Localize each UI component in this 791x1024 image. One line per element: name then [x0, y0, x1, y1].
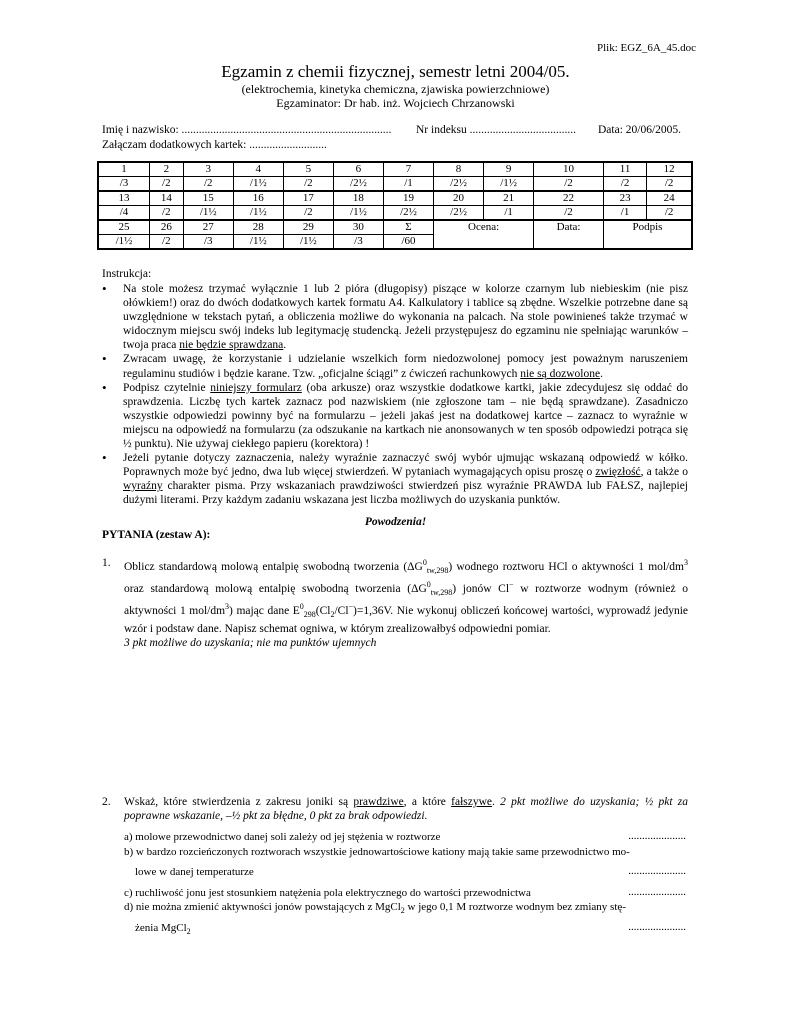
question-number-cell: 28 — [233, 220, 283, 235]
points-cell[interactable]: /3 — [98, 177, 149, 192]
examiner-line: Egzaminator: Dr hab. inż. Wojciech Chrzanowski — [276, 96, 515, 110]
question-number-cell: 1 — [98, 162, 149, 177]
points-cell[interactable]: /2 — [183, 177, 233, 192]
question-number-cell: 19 — [383, 191, 433, 206]
points-cell[interactable]: /2 — [534, 177, 604, 192]
question-number-cell: 17 — [283, 191, 333, 206]
question-number-cell: 3 — [183, 162, 233, 177]
points-cell[interactable]: /2 — [534, 206, 604, 221]
question-number-cell: 20 — [434, 191, 484, 206]
question-number-cell: 27 — [183, 220, 233, 235]
points-cell[interactable]: /2 — [149, 177, 183, 192]
grade-table — [97, 161, 693, 250]
question-number-cell: 15 — [183, 191, 233, 206]
question-number-cell: 13 — [98, 191, 149, 206]
grade-date-cell[interactable]: Data: — [534, 220, 604, 249]
points-cell[interactable]: /2 — [149, 235, 183, 250]
answer-b-field[interactable]: ..................... — [628, 865, 686, 877]
answer-c-field[interactable]: ..................... — [628, 886, 686, 898]
question-1-number: 1. — [102, 557, 111, 569]
points-cell[interactable]: /2½ — [434, 206, 484, 221]
points-cell[interactable]: /2 — [283, 206, 333, 221]
question-2-text: Wskaż, które stwierdzenia z zakresu joniki są prawdziwe, a które fałszywe. 2 pkt możliwe do uzyskania; ½ pkt za poprawne wskazanie, –½ pkt za błędne, 0 pkt za brak odpowiedzi. — [124, 796, 689, 822]
points-cell[interactable]: /2 — [149, 206, 183, 221]
points-cell[interactable]: /2½ — [333, 177, 383, 192]
statement-b-cont: lowe w danej temperaturze — [135, 866, 254, 878]
name-field[interactable]: Imię i nazwisko: ......................................................................... — [102, 124, 392, 136]
points-cell[interactable]: /1½ — [233, 206, 283, 221]
points-cell[interactable]: /2 — [647, 206, 692, 221]
question-number-cell: 22 — [534, 191, 604, 206]
sum-symbol-cell: Σ — [383, 220, 433, 235]
points-cell[interactable]: /1½ — [233, 235, 283, 250]
index-field[interactable]: Nr indeksu ..................................... — [416, 124, 577, 136]
points-cell[interactable]: /2 — [283, 177, 333, 192]
points-cell[interactable]: /1 — [383, 177, 433, 192]
instruction-item: • Zwracam uwagę, że korzystanie i udzielanie wszelkich form niedozwolonej pomocy jest poważnym naruszeniem regulaminu studiów i będzie karane. Tzw. „oficjalne ściągi” z ćwiczeń rachunkowych nie są dozwolone. — [102, 352, 688, 380]
instructions-heading: Instrukcja: — [102, 268, 152, 280]
question-number-cell: 11 — [603, 162, 646, 177]
instruction-item: • Jeżeli pytanie dotyczy zaznaczenia, należy wyraźnie zaznaczyć swój wybór ujmując wskazaną odpowiedź w kółko. Poprawnych może być jedno, dwa lub więcej stwierdzeń. W pytaniach wymagających opisu proszę o zwięzłość, a także o wyraźny charakter pisma. Przy wskazaniach prawdziwości stwierdzeń pisz wyraźnie PRAWDA lub FAŁSZ, najlepiej dużymi literami. Przy każdym zadaniu wskazana jest liczba możliwych do uzyskania punktów. — [102, 451, 688, 507]
answer-d-field[interactable]: ..................... — [628, 921, 686, 933]
question-number-cell: 18 — [333, 191, 383, 206]
question-number-cell: 6 — [333, 162, 383, 177]
questions-heading: PYTANIA (zestaw A): — [102, 529, 211, 541]
question-1-text: Oblicz standardową molową entalpię swobodną tworzenia $(\Delta G^0_{tw,298})$ wodnego roztworu HCl o aktywności 1 mol/$dm^3$ oraz standardową molową entalpię swobodną tworzenia $(\Delta G^0_{tw,298})$ jonów Cl− w roztworze wodnym (również o aktywności 1 mol/$dm^3$) mając dane $E^0_{298}(Cl_2/Cl^-)=1,36V$. Nie wykonuj obliczeń końcowej wartości, wyprowadź jedynie wzór i podstaw dane. Napisz schemat ogniwa, w którym zrealizowałbyś odpowiedni pomiar. 3 pkt możliwe do uzyskania; nie ma punktów ujemnych — [124, 558, 688, 650]
points-cell[interactable]: /2 — [603, 177, 646, 192]
statement-b: b) w bardzo rozcieńczonych roztworach wszystkie jednowartościowe kationy mają takie same przewodnictwo mo- — [124, 846, 630, 858]
points-cell[interactable]: /2½ — [383, 206, 433, 221]
points-cell[interactable]: /1 — [603, 206, 646, 221]
points-cell[interactable]: /1½ — [233, 177, 283, 192]
points-cell[interactable]: /2 — [647, 177, 692, 192]
grade-row-nums-2 — [98, 191, 692, 206]
grade-row-nums-1 — [98, 162, 692, 177]
question-number-cell: 2 — [149, 162, 183, 177]
question-number-cell: 23 — [603, 191, 646, 206]
total-points-cell[interactable]: /60 — [383, 235, 433, 250]
instruction-item: • Podpisz czytelnie niniejszy formularz (oba arkusze) oraz wszystkie dodatkowe kartki, jakie zdecydujesz się oddać do sprawdzenia. Liczbę tych kartek zaznacz pod nazwiskiem (nie zgłoszone tam – nie będą sprawdzane). Zasadniczo wszystkie odpowiedzi powinny być na formularzu – jeżeli jakaś jest na dodatkowej kartce – zaznacz to wyraźnie w miejscu na odpowiedź na formularzu (za odszukanie na kartkach nie anonsowanych w ten sposób odpowiedzi potrąca się ½ punktu). Nie używaj ciekłego papieru (korektora) ! — [102, 381, 688, 451]
question-2-number: 2. — [102, 796, 111, 808]
question-number-cell: 8 — [434, 162, 484, 177]
question-number-cell: 21 — [484, 191, 534, 206]
statement-c: c) ruchliwość jonu jest stosunkiem natężenia pola elektrycznego do wartości przewodnictwa — [124, 887, 531, 899]
answer-a-field[interactable]: ..................... — [628, 830, 686, 842]
points-cell[interactable]: /1½ — [183, 206, 233, 221]
grade-row-nums-3 — [98, 220, 692, 235]
question-number-cell: 7 — [383, 162, 433, 177]
exam-subtitle: (elektrochemia, kinetyka chemiczna, zjawiska powierzchniowe) — [241, 82, 550, 96]
grade-row-points-1 — [98, 177, 692, 192]
instruction-item: • Na stole możesz trzymać wyłącznie 1 lub 2 pióra (długopisy) piszące w kolorze czarnym lub niebieskim (nie pisz ołówkiem!) oraz do dwóch dodatkowych kartek formatu A4. Kalkulatory i tablice są zbędne. Wszelkie potrzebne dane są uwzględnione w tekstach pytań, a obliczenia możliwe do wykonania na palcach. Na stole powinieneś także trzymać w widocznym miejscu swój indeks lub legitymację studencką. Jeżeli przystępujesz do egzaminu nie spełniając warunków – twoja praca nie będzie sprawdzana. — [102, 282, 688, 352]
question-number-cell: 16 — [233, 191, 283, 206]
question-number-cell: 4 — [233, 162, 283, 177]
question-number-cell: 5 — [283, 162, 333, 177]
question-1-answer-area[interactable] — [124, 632, 688, 782]
statement-a: a) molowe przewodnictwo danej soli zależy od jej stężenia w roztworze — [124, 831, 441, 843]
statement-d: d) nie można zmienić aktywności jonów powstających z MgCl$_2$ w jego 0,1 M roztworze wodnym bez zmiany stę- — [124, 901, 626, 916]
instructions-list — [102, 282, 688, 508]
points-cell[interactable]: /1½ — [484, 177, 534, 192]
grade-cell[interactable]: Ocena: — [434, 220, 534, 249]
statement-d-cont: żenia MgCl$_2$ — [135, 922, 191, 937]
question-number-cell: 10 — [534, 162, 604, 177]
question-number-cell: 30 — [333, 220, 383, 235]
question-number-cell: 9 — [484, 162, 534, 177]
file-name-label: Plik: EGZ_6A_45.doc — [597, 42, 696, 54]
points-cell[interactable]: /1 — [484, 206, 534, 221]
signature-cell[interactable]: Podpis — [603, 220, 692, 249]
extra-sheets-field[interactable]: Załączam dodatkowych kartek: ........................... — [102, 139, 327, 151]
date-field: Data: 20/06/2005. — [598, 124, 682, 136]
points-cell[interactable]: /2½ — [434, 177, 484, 192]
question-number-cell: 29 — [283, 220, 333, 235]
points-cell[interactable]: /1½ — [333, 206, 383, 221]
question-1-points: 3 pkt możliwe do uzyskania; nie ma punktów ujemnych — [124, 637, 377, 650]
points-cell[interactable]: /4 — [98, 206, 149, 221]
question-number-cell: 25 — [98, 220, 149, 235]
good-luck-text: Powodzenia! — [364, 516, 427, 528]
points-cell[interactable]: /3 — [333, 235, 383, 250]
question-number-cell: 12 — [647, 162, 692, 177]
grade-row-points-2 — [98, 206, 692, 221]
points-cell[interactable]: /1½ — [98, 235, 149, 250]
question-number-cell: 26 — [149, 220, 183, 235]
question-number-cell: 24 — [647, 191, 692, 206]
points-cell[interactable]: /1½ — [283, 235, 333, 250]
exam-title: Egzamin z chemii fizycznej, semestr letni 2004/05. — [221, 62, 570, 81]
points-cell[interactable]: /3 — [183, 235, 233, 250]
question-number-cell: 14 — [149, 191, 183, 206]
